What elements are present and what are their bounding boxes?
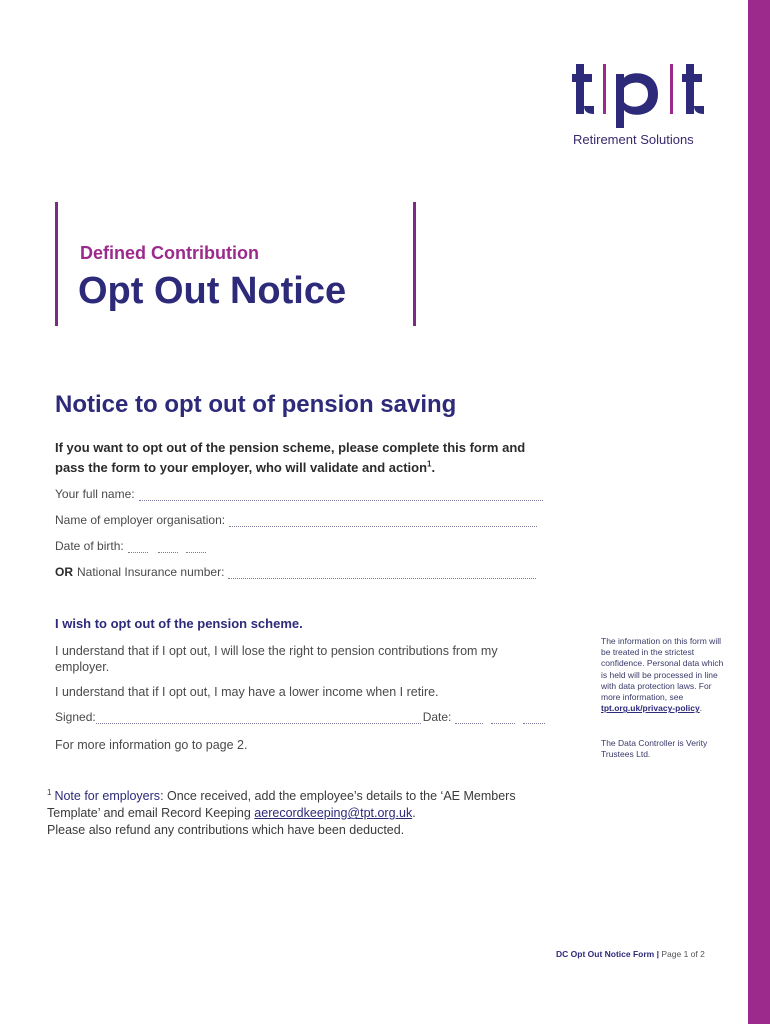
document-title: Opt Out Notice (78, 270, 347, 312)
dob-month-input[interactable] (158, 543, 178, 553)
sign-date-day-input[interactable] (455, 714, 483, 724)
privacy-note: The information on this form will be treated in the strictest confidence. Personal data which is held will be processed in line with data protection laws. For more information, see tpt.org.uk/privacy-policy. (601, 636, 724, 714)
logo-tagline: Retirement Solutions (573, 132, 694, 147)
footnote-lead: Note for employers (54, 789, 161, 804)
employer-footnote: $^1$ Note for employers: Once received, add the employee’s details to the ‘AE Members Template’ and email Record Keeping aerecordkeeping@tpt.org.uk. Please also refund any contributions which have been deducted. (47, 788, 516, 838)
title-rule-right (413, 202, 416, 326)
ni-number-field[interactable] (55, 565, 536, 579)
page-footer: DC Opt Out Notice Form | Page 1 of 2 (556, 949, 705, 959)
footnote-ref: 1 (427, 459, 432, 469)
document-subtitle: Defined Contribution (80, 243, 259, 263)
sign-date-year-input[interactable] (523, 714, 545, 724)
footer-page-number: Page 1 of 2 (661, 949, 705, 959)
optout-statement-2: I understand that if I opt out, I may have a lower income when I retire. (55, 685, 439, 699)
data-controller-note: The Data Controller is Verity Trustees Ltd. (601, 738, 708, 760)
dob-year-input[interactable] (186, 543, 206, 553)
date-label: Date: (422, 710, 452, 724)
title-rule-left (55, 202, 58, 326)
optout-heading: I wish to opt out of the pension scheme. (55, 616, 303, 631)
sign-date-month-input[interactable] (491, 714, 515, 724)
full-name-field[interactable] (55, 487, 543, 501)
tpt-logo-mark (572, 58, 717, 128)
intro-text: If you want to opt out of the pension scheme, please complete this form and pass the form to your employer, who will validate and action$^1$. (55, 440, 526, 475)
signed-label: Signed: (55, 710, 96, 724)
privacy-policy-link[interactable]: tpt.org.uk/privacy-policy (601, 703, 700, 714)
ni-number-label: National Insurance number: (77, 565, 225, 579)
footer-form-name: DC Opt Out Notice Form (556, 949, 655, 959)
full-name-input-line[interactable] (139, 491, 543, 501)
ni-number-input-line[interactable] (228, 569, 536, 579)
full-name-label: Your full name: (55, 487, 135, 501)
tpt-logo (572, 58, 722, 148)
section-heading: Notice to opt out of pension saving (55, 391, 457, 418)
signature-input-line[interactable] (96, 714, 421, 724)
footnote-number: 1 (47, 788, 52, 797)
employer-input-line[interactable] (229, 517, 537, 527)
optout-statement-1: I understand that if I opt out, I will lose the right to pension contributions from my employer. (55, 644, 498, 674)
dob-day-input[interactable] (128, 543, 148, 553)
record-keeping-email-link[interactable]: aerecordkeeping@tpt.org.uk (254, 806, 413, 821)
more-info-text: For more information go to page 2. (55, 738, 248, 752)
dob-field[interactable] (55, 539, 206, 553)
signature-field[interactable] (55, 710, 545, 724)
dob-label: Date of birth: (55, 539, 124, 553)
right-accent-bar (748, 0, 770, 1024)
employer-label: Name of employer organisation: (55, 513, 226, 527)
ni-or-prefix: OR (55, 565, 73, 579)
employer-field[interactable] (55, 513, 537, 527)
